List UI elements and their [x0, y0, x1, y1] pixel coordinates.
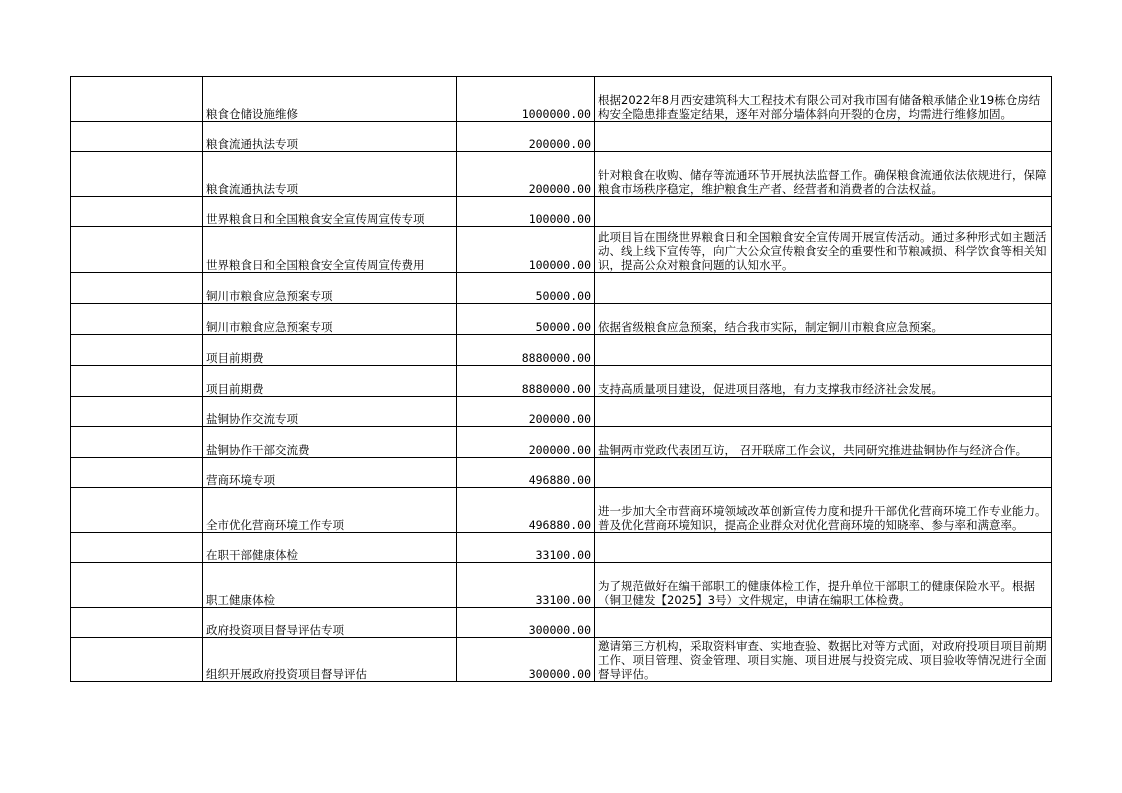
empty-cell: [71, 122, 203, 152]
project-name-cell: 世界粮食日和全国粮食安全宣传周宣传专项: [203, 197, 457, 227]
table-row: [71, 397, 1052, 427]
empty-cell: [71, 533, 203, 563]
amount-cell: 300000.00: [457, 608, 595, 638]
empty-cell: [71, 366, 203, 397]
amount-cell: 200000.00: [457, 122, 595, 152]
description-cell: 根据2022年8月西安建筑科大工程技术有限公司对我市国有储备粮承储企业19栋仓房结构安全隐患排查鉴定结果，逐年对部分墙体斜向开裂的仓房，均需进行维修加固。: [595, 77, 1052, 122]
table-row: [71, 488, 1052, 533]
project-name-cell: 全市优化营商环境工作专项: [203, 488, 457, 533]
description-cell: [595, 397, 1052, 427]
empty-cell: [71, 197, 203, 227]
project-name-cell: 盐铜协作干部交流费: [203, 427, 457, 458]
table-row: [71, 533, 1052, 563]
table-row: [71, 273, 1052, 304]
table-row: [71, 304, 1052, 335]
table-row: [71, 458, 1052, 488]
description-cell: 针对粮食在收购、储存等流通环节开展执法监督工作。确保粮食流通依法依规进行，保障粮食市场秩序稳定，维护粮食生产者、经营者和消费者的合法权益。: [595, 152, 1052, 197]
project-name-cell: 职工健康体检: [203, 563, 457, 608]
empty-cell: [71, 227, 203, 273]
description-cell: 为了规范做好在编干部职工的健康体检工作，提升单位干部职工的健康保险水平。根据（铜卫健发【2025】3号）文件规定，申请在编职工体检费。: [595, 563, 1052, 608]
project-name-cell: 粮食流通执法专项: [203, 122, 457, 152]
table-row: [71, 77, 1052, 122]
project-name-cell: 项目前期费: [203, 366, 457, 397]
amount-cell: 496880.00: [457, 458, 595, 488]
description-cell: 此项目旨在围绕世界粮食日和全国粮食安全宣传周开展宣传活动。通过多种形式如主题活动、线上线下宣传等，向广大公众宣传粮食安全的重要性和节粮减损、科学饮食等相关知识，提高公众对粮食问题的认知水平。: [595, 227, 1052, 273]
empty-cell: [71, 335, 203, 366]
description-cell: 支持高质量项目建设，促进项目落地，有力支撑我市经济社会发展。: [595, 366, 1052, 397]
project-name-cell: 在职干部健康体检: [203, 533, 457, 563]
empty-cell: [71, 488, 203, 533]
amount-cell: 200000.00: [457, 397, 595, 427]
budget-table-body: [71, 77, 1052, 682]
amount-cell: 8880000.00: [457, 366, 595, 397]
amount-cell: 300000.00: [457, 638, 595, 682]
description-cell: 盐铜两市党政代表团互访， 召开联席工作会议，共同研究推进盐铜协作与经济合作。: [595, 427, 1052, 458]
project-name-cell: 营商环境专项: [203, 458, 457, 488]
amount-cell: 496880.00: [457, 488, 595, 533]
description-cell: [595, 273, 1052, 304]
description-cell: 邀请第三方机构，采取资料审查、实地查验、数据比对等方式面，对政府投项目项目前期工作、项目管理、资金管理、项目实施、项目进展与投资完成、项目验收等情况进行全面督导评估。: [595, 638, 1052, 682]
table-row: [71, 122, 1052, 152]
empty-cell: [71, 608, 203, 638]
project-name-cell: 世界粮食日和全国粮食安全宣传周宣传费用: [203, 227, 457, 273]
table-row: [71, 335, 1052, 366]
description-cell: [595, 197, 1052, 227]
empty-cell: [71, 563, 203, 608]
empty-cell: [71, 152, 203, 197]
amount-cell: 50000.00: [457, 304, 595, 335]
empty-cell: [71, 638, 203, 682]
table-row: [71, 427, 1052, 458]
description-cell: [595, 335, 1052, 366]
table-row: [71, 608, 1052, 638]
empty-cell: [71, 397, 203, 427]
amount-cell: 8880000.00: [457, 335, 595, 366]
description-cell: [595, 122, 1052, 152]
empty-cell: [71, 458, 203, 488]
budget-table: [70, 76, 1052, 682]
description-cell: [595, 458, 1052, 488]
description-cell: [595, 608, 1052, 638]
amount-cell: 33100.00: [457, 563, 595, 608]
table-row: [71, 197, 1052, 227]
project-name-cell: 粮食仓储设施维修: [203, 77, 457, 122]
amount-cell: 33100.00: [457, 533, 595, 563]
project-name-cell: 粮食流通执法专项: [203, 152, 457, 197]
amount-cell: 200000.00: [457, 427, 595, 458]
empty-cell: [71, 427, 203, 458]
project-name-cell: 铜川市粮食应急预案专项: [203, 304, 457, 335]
amount-cell: 200000.00: [457, 152, 595, 197]
empty-cell: [71, 77, 203, 122]
empty-cell: [71, 304, 203, 335]
project-name-cell: 盐铜协作交流专项: [203, 397, 457, 427]
description-cell: 进一步加大全市营商环境领域改革创新宣传力度和提升干部优化营商环境工作专业能力。普及优化营商环境知识，提高企业群众对优化营商环境的知晓率、参与率和满意率。: [595, 488, 1052, 533]
amount-cell: 100000.00: [457, 197, 595, 227]
table-row: [71, 366, 1052, 397]
amount-cell: 1000000.00: [457, 77, 595, 122]
table-row: [71, 638, 1052, 682]
description-cell: 依据省级粮食应急预案，结合我市实际，制定铜川市粮食应急预案。: [595, 304, 1052, 335]
table-row: [71, 563, 1052, 608]
project-name-cell: 组织开展政府投资项目督导评估: [203, 638, 457, 682]
project-name-cell: 政府投资项目督导评估专项: [203, 608, 457, 638]
amount-cell: 50000.00: [457, 273, 595, 304]
description-cell: [595, 533, 1052, 563]
table-row: [71, 227, 1052, 273]
amount-cell: 100000.00: [457, 227, 595, 273]
project-name-cell: 铜川市粮食应急预案专项: [203, 273, 457, 304]
empty-cell: [71, 273, 203, 304]
project-name-cell: 项目前期费: [203, 335, 457, 366]
table-row: [71, 152, 1052, 197]
